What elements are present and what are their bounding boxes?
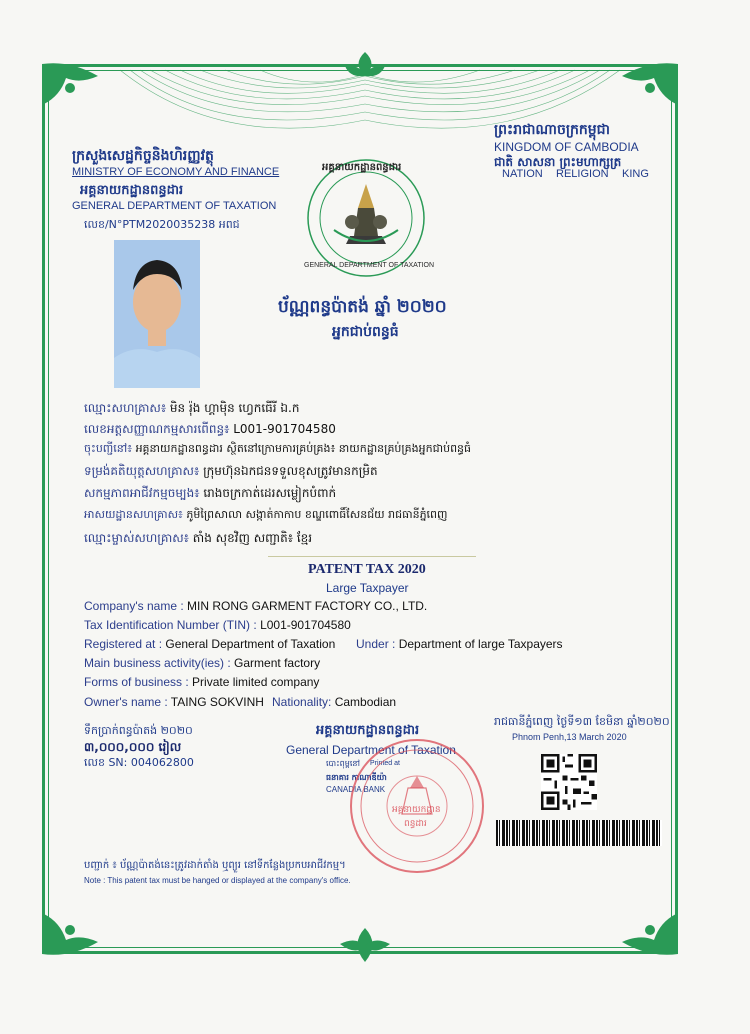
kh-field-legal-form [84,463,378,481]
top-lotus-icon [345,52,385,76]
issue-date-en: Phnom Penh,13 March 2020 [512,732,627,742]
fee-amount: ៣,០០០,០០០ រៀល [84,740,182,754]
motto-king: KING [622,168,649,180]
printed-at-en: Printed at [370,760,400,767]
en-title: PATENT TAX 2020 [308,562,426,577]
motto-religion: RELIGION [556,168,609,180]
subtitle-kh: អ្នកជាប់ពន្ធធំ [332,324,399,340]
kh-field-value: L001-901704580 [233,422,336,436]
note-en: Note : This patent tax must be hanged or displayed at the company's office. [84,876,351,885]
owner-label: Owner's name : [84,695,171,709]
tin-label: Tax Identification Number (TIN) : [84,618,261,632]
stamp-text-top: អគ្គនាយកដ្ឋាន [392,805,441,815]
corner-ornament-top-right [622,63,678,104]
kh-field-address [84,508,448,524]
kh-field-value: រោងចក្រកាត់ដេរសម្លៀកបំពាក់ [203,486,337,500]
issuer-en: General Department of Taxation [286,743,456,757]
serial-number: លេខ SN: 004062800 [84,756,194,769]
under-value: Department of large Taxpayers [398,637,563,651]
department-kh: អគ្គនាយកដ្ឋានពន្ធដារ [80,183,184,198]
bank-kh: ធនាគារ កាណាឌីយ៉ា [326,773,387,782]
en-owner [84,695,264,709]
corner-ornament-bottom-right [622,914,678,955]
motto-nation: NATION [502,168,543,180]
kh-field-label: ឈ្មោះម្ចាស់សហគ្រាស៖ [84,531,189,545]
kh-field-value: ភូមិព្រៃសាលា សង្កាត់កាកាប ខណ្ឌពោធិ៍សែនជ័យ រាជធានីភ្នំពេញ [186,508,448,521]
seal-top-text: អគ្គនាយកដ្ឋានពន្ធដារ [322,162,402,173]
kh-field-label: សកម្មភាពអាជីវកម្មចម្បង៖ [84,486,200,500]
nationality-value: Cambodian [334,695,397,709]
en-activity [84,656,320,670]
qr-code [540,754,598,810]
tin-value: L001-901704580 [260,618,351,632]
en-subtitle: Large Taxpayer [326,581,409,595]
kingdom-en: KINGDOM OF CAMBODIA [494,140,639,154]
nationality-label: Nationality: [272,695,335,709]
en-under [356,637,563,651]
printed-at-kh: បោះពុម្ពនៅ [326,759,360,768]
barcode [496,820,662,846]
en-nationality [272,695,396,709]
issuer-kh: អគ្គនាយកដ្ឋានពន្ធដារ [316,723,420,738]
en-form [84,675,319,689]
kh-field-value: អគ្គនាយកដ្ឋានពន្ធដារ ស្ថិតនៅក្រោមការគ្រប់គ្រង៖ នាយកដ្ឋានគ្រប់គ្រងអ្នកជាប់ពន្ធធំ [135,442,472,455]
note-kh: បញ្ជាក់ ៖ ប័ណ្ណប៉ាតង់នេះត្រូវដាក់តាំង ឬព្យួរ នៅទីកន្លែងប្រកបអាជីវកម្ម។ [84,860,346,871]
stamp-text-bottom: ពន្ធដារ [404,819,427,829]
activity-label: Main business activity(ies) : [84,656,235,670]
title-kh: ប័ណ្ណពន្ធប៉ាតង់ ឆ្នាំ ២០២០ [278,297,447,317]
form-label: Forms of business : [84,675,193,689]
kh-field-registered [84,442,471,458]
en-tin [84,618,351,632]
issue-date-kh: រាជធានីភ្នំពេញ ថ្ងៃទី១៣ ខែមិនា ឆ្នាំ២០២០ [494,715,670,728]
company-value: MIN RONG GARMENT FACTORY CO., LTD. [187,599,428,613]
kh-field-value: មិន រ៉ុង ហ្គាម៉ិន ហ្វេកធើរី ឯ.ក [169,401,300,415]
fee-label: ទឹកប្រាក់ពន្ធប៉ាតង់ ២០២០ [84,724,193,737]
kh-field-value: តាំង សុខវិញ សញ្ជាតិ៖ ខ្មែរ [192,531,313,545]
kh-field-tin [84,421,336,439]
activity-value: Garment factory [234,656,321,670]
kh-field-value: ក្រុមហ៊ុនឯកជនទទួលខុសត្រូវមានកម្រិត [203,464,378,478]
company-label: Company's name : [84,599,188,613]
kingdom-kh: ព្រះរាជាណាចក្រកម្ពុជា [494,122,611,138]
department-en: GENERAL DEPARTMENT OF TAXATION [72,200,277,212]
motto-kh: ជាតិ សាសនា ព្រះមហាក្សត្រ [494,155,622,169]
ministry-kh: ក្រសួងសេដ្ឋកិច្ចនិងហិរញ្ញវត្ថុ [72,148,214,164]
kh-field-company [84,400,299,418]
registered-label: Registered at : [84,637,166,651]
kh-field-label: អាសយដ្ឋានសហគ្រាស៖ [84,508,183,521]
section-divider [268,556,476,557]
en-registered [84,637,335,651]
ministry-en: MINISTRY OF ECONOMY AND FINANCE [72,166,280,178]
kh-field-label: ចុះបញ្ជីនៅ៖ [84,442,133,455]
kh-field-label: លេខអត្តសញ្ញាណកម្មសារពើពន្ធ៖ [84,422,230,436]
document-number: លេខ/N°PTM2020035238 អពជ [84,218,240,231]
form-value: Private limited company [192,675,320,689]
kh-field-activity [84,485,336,503]
owner-value: TAING SOKVINH [170,695,264,709]
owner-photo [114,240,200,388]
corner-ornament-bottom-left [42,914,98,955]
registered-value: General Department of Taxation [165,637,336,651]
seal-bottom-text: GENERAL DEPARTMENT OF TAXATION [304,262,435,269]
bottom-lotus-icon [340,928,390,962]
corner-ornament-top-left [42,63,98,104]
kh-field-label: ឈ្មោះសហគ្រាស៖ [84,401,167,415]
under-label: Under : [356,637,399,651]
bank-en: CANADIA BANK [326,785,386,794]
kh-field-label: ទម្រង់គតិយុត្តសហគ្រាស៖ [84,464,200,478]
en-company [84,599,427,613]
kh-field-owner [84,530,312,548]
